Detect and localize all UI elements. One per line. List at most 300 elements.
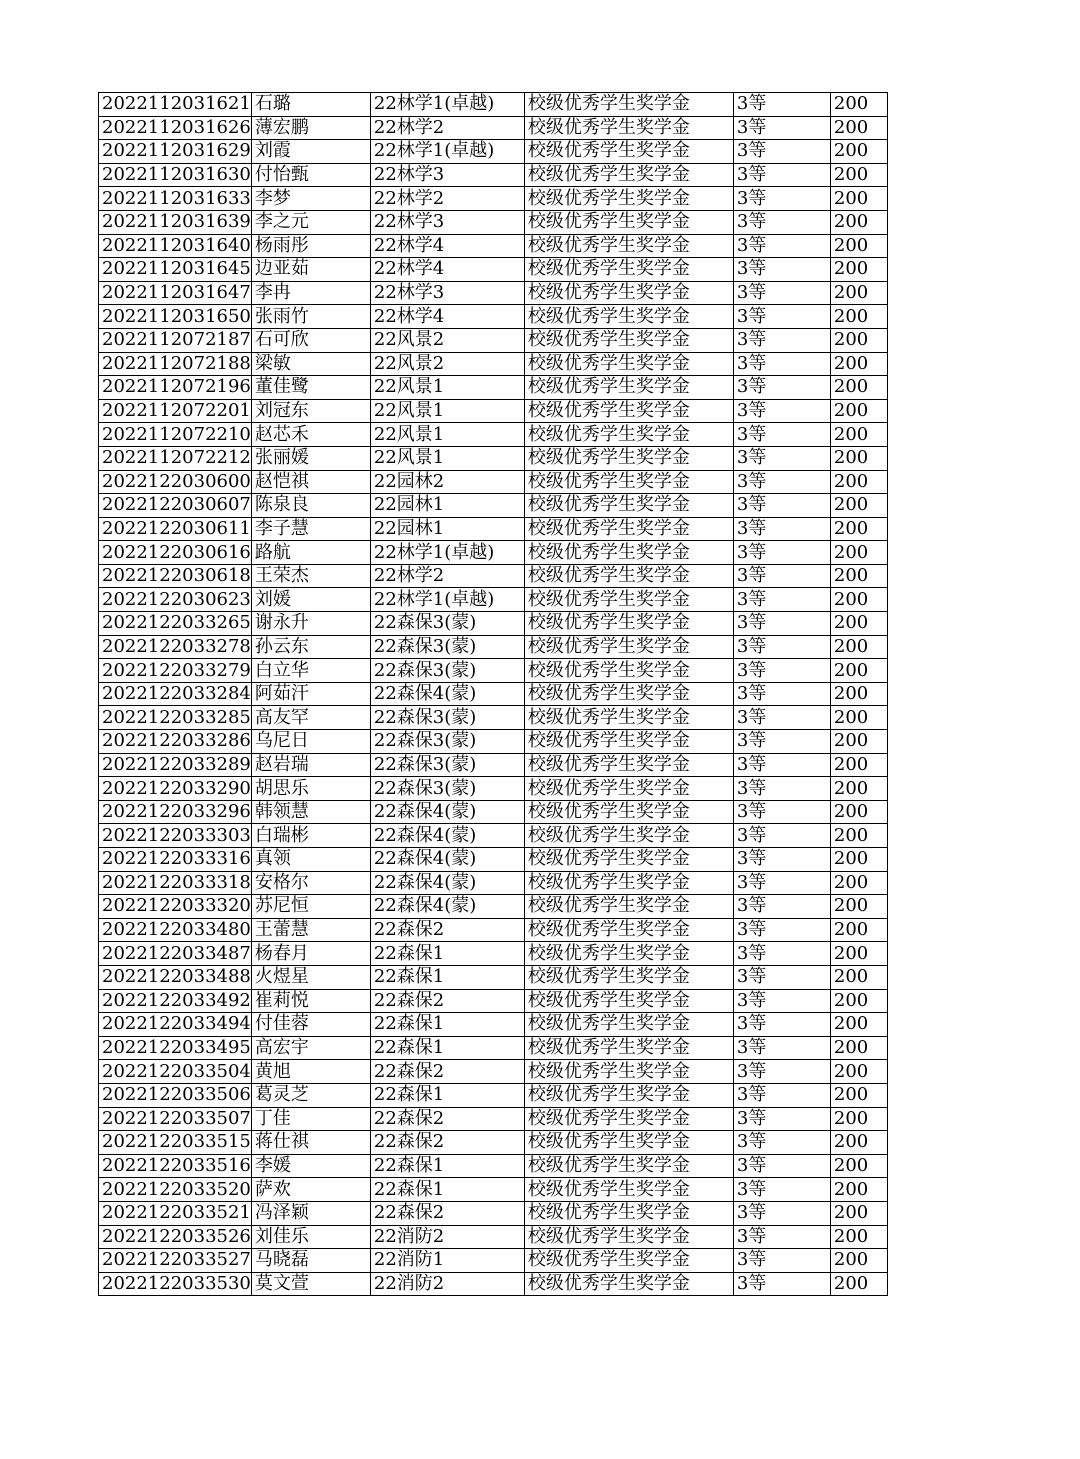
class-cell: 22森保2 [370, 1201, 524, 1225]
amount-cell: 200 [830, 93, 887, 117]
amount-cell: 200 [830, 376, 887, 400]
student-name-cell: 马晓磊 [251, 1249, 370, 1273]
award-cell: 校级优秀学生奖学金 [524, 965, 733, 989]
amount-cell: 200 [830, 1013, 887, 1037]
student-id-cell: 2022122033284 [99, 682, 252, 706]
class-cell: 22林学3 [370, 210, 524, 234]
class-cell: 22森保3(蒙) [370, 706, 524, 730]
level-cell: 3等 [733, 1036, 830, 1060]
award-cell: 校级优秀学生奖学金 [524, 494, 733, 518]
level-cell: 3等 [733, 753, 830, 777]
award-cell: 校级优秀学生奖学金 [524, 659, 733, 683]
amount-cell: 200 [830, 1201, 887, 1225]
table-row [99, 541, 888, 565]
class-cell: 22消防1 [370, 1249, 524, 1273]
student-id-cell: 2022112031633 [99, 187, 252, 211]
amount-cell: 200 [830, 258, 887, 282]
student-name-cell: 刘佳乐 [251, 1225, 370, 1249]
table-row [99, 1201, 888, 1225]
amount-cell: 200 [830, 753, 887, 777]
level-cell: 3等 [733, 163, 830, 187]
award-cell: 校级优秀学生奖学金 [524, 989, 733, 1013]
table-row [99, 93, 888, 117]
table-row [99, 1060, 888, 1084]
amount-cell: 200 [830, 1272, 887, 1296]
student-id-cell: 2022112031647 [99, 281, 252, 305]
class-cell: 22林学4 [370, 258, 524, 282]
class-cell: 22森保1 [370, 1013, 524, 1037]
level-cell: 3等 [733, 730, 830, 754]
student-id-cell: 2022122033285 [99, 706, 252, 730]
award-cell: 校级优秀学生奖学金 [524, 210, 733, 234]
student-name-cell: 王荣杰 [251, 564, 370, 588]
award-cell: 校级优秀学生奖学金 [524, 1225, 733, 1249]
class-cell: 22森保4(蒙) [370, 848, 524, 872]
class-cell: 22风景2 [370, 328, 524, 352]
class-cell: 22消防2 [370, 1272, 524, 1296]
class-cell: 22森保3(蒙) [370, 612, 524, 636]
table-row [99, 612, 888, 636]
amount-cell: 200 [830, 706, 887, 730]
amount-cell: 200 [830, 1131, 887, 1155]
award-cell: 校级优秀学生奖学金 [524, 942, 733, 966]
class-cell: 22林学1(卓越) [370, 541, 524, 565]
student-id-cell: 2022112072201 [99, 399, 252, 423]
student-name-cell: 白立华 [251, 659, 370, 683]
level-cell: 3等 [733, 541, 830, 565]
student-id-cell: 2022122033527 [99, 1249, 252, 1273]
amount-cell: 200 [830, 682, 887, 706]
amount-cell: 200 [830, 541, 887, 565]
level-cell: 3等 [733, 588, 830, 612]
student-id-cell: 2022112031645 [99, 258, 252, 282]
level-cell: 3等 [733, 234, 830, 258]
table-row [99, 281, 888, 305]
class-cell: 22森保1 [370, 942, 524, 966]
student-id-cell: 2022122033506 [99, 1083, 252, 1107]
student-id-cell: 2022112031630 [99, 163, 252, 187]
student-id-cell: 2022112072188 [99, 352, 252, 376]
student-name-cell: 赵岩瑞 [251, 753, 370, 777]
class-cell: 22林学1(卓越) [370, 140, 524, 164]
student-name-cell: 安格尔 [251, 871, 370, 895]
amount-cell: 200 [830, 1036, 887, 1060]
student-id-cell: 2022122033318 [99, 871, 252, 895]
student-name-cell: 梁敏 [251, 352, 370, 376]
class-cell: 22森保1 [370, 1154, 524, 1178]
amount-cell: 200 [830, 777, 887, 801]
student-id-cell: 2022122033316 [99, 848, 252, 872]
amount-cell: 200 [830, 494, 887, 518]
student-id-cell: 2022122033507 [99, 1107, 252, 1131]
level-cell: 3等 [733, 187, 830, 211]
amount-cell: 200 [830, 1154, 887, 1178]
award-cell: 校级优秀学生奖学金 [524, 871, 733, 895]
student-name-cell: 刘媛 [251, 588, 370, 612]
amount-cell: 200 [830, 1060, 887, 1084]
student-name-cell: 付佳蓉 [251, 1013, 370, 1037]
table-row [99, 753, 888, 777]
class-cell: 22风景1 [370, 376, 524, 400]
student-name-cell: 付怡甄 [251, 163, 370, 187]
table-row [99, 1154, 888, 1178]
level-cell: 3等 [733, 517, 830, 541]
student-name-cell: 赵恺祺 [251, 470, 370, 494]
award-cell: 校级优秀学生奖学金 [524, 1060, 733, 1084]
table-row [99, 682, 888, 706]
student-id-cell: 2022122033286 [99, 730, 252, 754]
class-cell: 22森保1 [370, 1178, 524, 1202]
amount-cell: 200 [830, 140, 887, 164]
award-cell: 校级优秀学生奖学金 [524, 258, 733, 282]
award-cell: 校级优秀学生奖学金 [524, 93, 733, 117]
table-row [99, 328, 888, 352]
amount-cell: 200 [830, 399, 887, 423]
amount-cell: 200 [830, 824, 887, 848]
level-cell: 3等 [733, 93, 830, 117]
award-cell: 校级优秀学生奖学金 [524, 612, 733, 636]
table-row [99, 1013, 888, 1037]
student-name-cell: 孙云东 [251, 635, 370, 659]
award-cell: 校级优秀学生奖学金 [524, 895, 733, 919]
student-name-cell: 莫文萱 [251, 1272, 370, 1296]
class-cell: 22林学4 [370, 234, 524, 258]
amount-cell: 200 [830, 965, 887, 989]
level-cell: 3等 [733, 824, 830, 848]
student-name-cell: 薄宏鹏 [251, 116, 370, 140]
amount-cell: 200 [830, 187, 887, 211]
award-cell: 校级优秀学生奖学金 [524, 564, 733, 588]
student-name-cell: 丁佳 [251, 1107, 370, 1131]
student-id-cell: 2022122033320 [99, 895, 252, 919]
amount-cell: 200 [830, 1083, 887, 1107]
amount-cell: 200 [830, 612, 887, 636]
amount-cell: 200 [830, 1225, 887, 1249]
student-name-cell: 高友罕 [251, 706, 370, 730]
level-cell: 3等 [733, 446, 830, 470]
class-cell: 22森保3(蒙) [370, 730, 524, 754]
class-cell: 22森保4(蒙) [370, 800, 524, 824]
table-row [99, 116, 888, 140]
award-cell: 校级优秀学生奖学金 [524, 824, 733, 848]
level-cell: 3等 [733, 1201, 830, 1225]
student-id-cell: 2022122033516 [99, 1154, 252, 1178]
level-cell: 3等 [733, 376, 830, 400]
level-cell: 3等 [733, 1013, 830, 1037]
student-id-cell: 2022112031626 [99, 116, 252, 140]
student-id-cell: 2022122033504 [99, 1060, 252, 1084]
award-cell: 校级优秀学生奖学金 [524, 1083, 733, 1107]
student-name-cell: 路航 [251, 541, 370, 565]
table-row [99, 376, 888, 400]
student-name-cell: 胡思乐 [251, 777, 370, 801]
student-id-cell: 2022112031650 [99, 305, 252, 329]
table-row [99, 942, 888, 966]
level-cell: 3等 [733, 848, 830, 872]
student-id-cell: 2022112072212 [99, 446, 252, 470]
student-name-cell: 赵芯禾 [251, 423, 370, 447]
level-cell: 3等 [733, 612, 830, 636]
table-row [99, 446, 888, 470]
table-row [99, 399, 888, 423]
student-id-cell: 2022122033303 [99, 824, 252, 848]
class-cell: 22园林1 [370, 517, 524, 541]
level-cell: 3等 [733, 210, 830, 234]
amount-cell: 200 [830, 635, 887, 659]
award-cell: 校级优秀学生奖学金 [524, 753, 733, 777]
student-name-cell: 冯泽颖 [251, 1201, 370, 1225]
student-name-cell: 崔莉悦 [251, 989, 370, 1013]
table-row [99, 517, 888, 541]
student-name-cell: 刘冠东 [251, 399, 370, 423]
level-cell: 3等 [733, 116, 830, 140]
class-cell: 22林学3 [370, 281, 524, 305]
amount-cell: 200 [830, 918, 887, 942]
class-cell: 22森保2 [370, 1107, 524, 1131]
award-cell: 校级优秀学生奖学金 [524, 305, 733, 329]
table-body [99, 93, 888, 1296]
award-cell: 校级优秀学生奖学金 [524, 446, 733, 470]
level-cell: 3等 [733, 328, 830, 352]
level-cell: 3等 [733, 140, 830, 164]
student-id-cell: 2022122030607 [99, 494, 252, 518]
level-cell: 3等 [733, 1154, 830, 1178]
level-cell: 3等 [733, 1107, 830, 1131]
student-id-cell: 2022122030623 [99, 588, 252, 612]
amount-cell: 200 [830, 800, 887, 824]
class-cell: 22森保2 [370, 918, 524, 942]
student-id-cell: 2022122033488 [99, 965, 252, 989]
award-cell: 校级优秀学生奖学金 [524, 635, 733, 659]
student-name-cell: 白瑞彬 [251, 824, 370, 848]
award-cell: 校级优秀学生奖学金 [524, 281, 733, 305]
award-cell: 校级优秀学生奖学金 [524, 399, 733, 423]
class-cell: 22森保2 [370, 989, 524, 1013]
level-cell: 3等 [733, 305, 830, 329]
amount-cell: 200 [830, 423, 887, 447]
table-row [99, 470, 888, 494]
table-row [99, 848, 888, 872]
table-row [99, 918, 888, 942]
table-row [99, 588, 888, 612]
class-cell: 22林学2 [370, 564, 524, 588]
student-id-cell: 2022122033526 [99, 1225, 252, 1249]
table-row [99, 1178, 888, 1202]
award-cell: 校级优秀学生奖学金 [524, 1036, 733, 1060]
award-cell: 校级优秀学生奖学金 [524, 1249, 733, 1273]
amount-cell: 200 [830, 659, 887, 683]
class-cell: 22林学1(卓越) [370, 588, 524, 612]
student-name-cell: 高宏宇 [251, 1036, 370, 1060]
amount-cell: 200 [830, 352, 887, 376]
award-cell: 校级优秀学生奖学金 [524, 588, 733, 612]
table-row [99, 305, 888, 329]
level-cell: 3等 [733, 258, 830, 282]
award-cell: 校级优秀学生奖学金 [524, 517, 733, 541]
student-name-cell: 李之元 [251, 210, 370, 234]
table-row [99, 777, 888, 801]
table-row [99, 706, 888, 730]
amount-cell: 200 [830, 1107, 887, 1131]
level-cell: 3等 [733, 965, 830, 989]
level-cell: 3等 [733, 470, 830, 494]
amount-cell: 200 [830, 1178, 887, 1202]
level-cell: 3等 [733, 1272, 830, 1296]
table-row [99, 258, 888, 282]
class-cell: 22森保4(蒙) [370, 895, 524, 919]
class-cell: 22风景2 [370, 352, 524, 376]
table-row [99, 800, 888, 824]
student-name-cell: 乌尼日 [251, 730, 370, 754]
class-cell: 22森保3(蒙) [370, 659, 524, 683]
award-cell: 校级优秀学生奖学金 [524, 470, 733, 494]
table-row [99, 659, 888, 683]
award-cell: 校级优秀学生奖学金 [524, 328, 733, 352]
student-id-cell: 2022122033289 [99, 753, 252, 777]
table-row [99, 163, 888, 187]
student-id-cell: 2022122033279 [99, 659, 252, 683]
table-row [99, 494, 888, 518]
student-name-cell: 杨春月 [251, 942, 370, 966]
student-name-cell: 真领 [251, 848, 370, 872]
class-cell: 22森保4(蒙) [370, 824, 524, 848]
award-cell: 校级优秀学生奖学金 [524, 800, 733, 824]
student-name-cell: 蒋仕祺 [251, 1131, 370, 1155]
student-id-cell: 2022122033521 [99, 1201, 252, 1225]
amount-cell: 200 [830, 871, 887, 895]
table-row [99, 1036, 888, 1060]
award-cell: 校级优秀学生奖学金 [524, 234, 733, 258]
table-row [99, 564, 888, 588]
student-name-cell: 苏尼恒 [251, 895, 370, 919]
table-row [99, 1083, 888, 1107]
student-name-cell: 火煜星 [251, 965, 370, 989]
student-name-cell: 谢永升 [251, 612, 370, 636]
level-cell: 3等 [733, 942, 830, 966]
student-name-cell: 萨欢 [251, 1178, 370, 1202]
amount-cell: 200 [830, 116, 887, 140]
table-row [99, 1249, 888, 1273]
award-cell: 校级优秀学生奖学金 [524, 163, 733, 187]
table-row [99, 234, 888, 258]
amount-cell: 200 [830, 163, 887, 187]
level-cell: 3等 [733, 871, 830, 895]
level-cell: 3等 [733, 494, 830, 518]
student-id-cell: 2022122033296 [99, 800, 252, 824]
table-row [99, 423, 888, 447]
award-cell: 校级优秀学生奖学金 [524, 1107, 733, 1131]
student-id-cell: 2022122033278 [99, 635, 252, 659]
level-cell: 3等 [733, 1178, 830, 1202]
student-name-cell: 董佳鹭 [251, 376, 370, 400]
level-cell: 3等 [733, 1225, 830, 1249]
level-cell: 3等 [733, 659, 830, 683]
student-id-cell: 2022112031629 [99, 140, 252, 164]
class-cell: 22林学2 [370, 116, 524, 140]
table-row [99, 871, 888, 895]
student-id-cell: 2022122033494 [99, 1013, 252, 1037]
student-name-cell: 葛灵芝 [251, 1083, 370, 1107]
class-cell: 22森保3(蒙) [370, 753, 524, 777]
student-id-cell: 2022112072210 [99, 423, 252, 447]
class-cell: 22森保2 [370, 1131, 524, 1155]
level-cell: 3等 [733, 423, 830, 447]
amount-cell: 200 [830, 517, 887, 541]
award-cell: 校级优秀学生奖学金 [524, 116, 733, 140]
student-name-cell: 陈泉良 [251, 494, 370, 518]
scholarship-table [98, 92, 888, 1296]
level-cell: 3等 [733, 918, 830, 942]
amount-cell: 200 [830, 564, 887, 588]
table-row [99, 730, 888, 754]
table-row [99, 1272, 888, 1296]
student-id-cell: 2022122030616 [99, 541, 252, 565]
amount-cell: 200 [830, 895, 887, 919]
class-cell: 22森保3(蒙) [370, 635, 524, 659]
amount-cell: 200 [830, 989, 887, 1013]
award-cell: 校级优秀学生奖学金 [524, 1201, 733, 1225]
award-cell: 校级优秀学生奖学金 [524, 423, 733, 447]
amount-cell: 200 [830, 848, 887, 872]
level-cell: 3等 [733, 399, 830, 423]
class-cell: 22林学4 [370, 305, 524, 329]
table-row [99, 210, 888, 234]
table-row [99, 140, 888, 164]
award-cell: 校级优秀学生奖学金 [524, 376, 733, 400]
level-cell: 3等 [733, 706, 830, 730]
amount-cell: 200 [830, 588, 887, 612]
award-cell: 校级优秀学生奖学金 [524, 1272, 733, 1296]
table-row [99, 635, 888, 659]
award-cell: 校级优秀学生奖学金 [524, 682, 733, 706]
award-cell: 校级优秀学生奖学金 [524, 1178, 733, 1202]
student-name-cell: 韩领慧 [251, 800, 370, 824]
level-cell: 3等 [733, 281, 830, 305]
student-name-cell: 张雨竹 [251, 305, 370, 329]
level-cell: 3等 [733, 989, 830, 1013]
student-id-cell: 2022112031621 [99, 93, 252, 117]
class-cell: 22风景1 [370, 423, 524, 447]
student-name-cell: 杨雨彤 [251, 234, 370, 258]
level-cell: 3等 [733, 800, 830, 824]
student-id-cell: 2022122033495 [99, 1036, 252, 1060]
student-id-cell: 2022122030600 [99, 470, 252, 494]
student-name-cell: 阿茹汗 [251, 682, 370, 706]
student-name-cell: 李媛 [251, 1154, 370, 1178]
level-cell: 3等 [733, 1060, 830, 1084]
student-name-cell: 李子慧 [251, 517, 370, 541]
student-id-cell: 2022112031639 [99, 210, 252, 234]
class-cell: 22森保4(蒙) [370, 871, 524, 895]
award-cell: 校级优秀学生奖学金 [524, 1013, 733, 1037]
student-name-cell: 石可欣 [251, 328, 370, 352]
student-id-cell: 2022122033480 [99, 918, 252, 942]
student-name-cell: 李梦 [251, 187, 370, 211]
student-name-cell: 石璐 [251, 93, 370, 117]
award-cell: 校级优秀学生奖学金 [524, 541, 733, 565]
student-id-cell: 2022112031640 [99, 234, 252, 258]
amount-cell: 200 [830, 281, 887, 305]
class-cell: 22园林1 [370, 494, 524, 518]
table-row [99, 989, 888, 1013]
student-id-cell: 2022122033492 [99, 989, 252, 1013]
award-cell: 校级优秀学生奖学金 [524, 777, 733, 801]
amount-cell: 200 [830, 446, 887, 470]
level-cell: 3等 [733, 564, 830, 588]
class-cell: 22林学1(卓越) [370, 93, 524, 117]
student-name-cell: 李冉 [251, 281, 370, 305]
level-cell: 3等 [733, 777, 830, 801]
